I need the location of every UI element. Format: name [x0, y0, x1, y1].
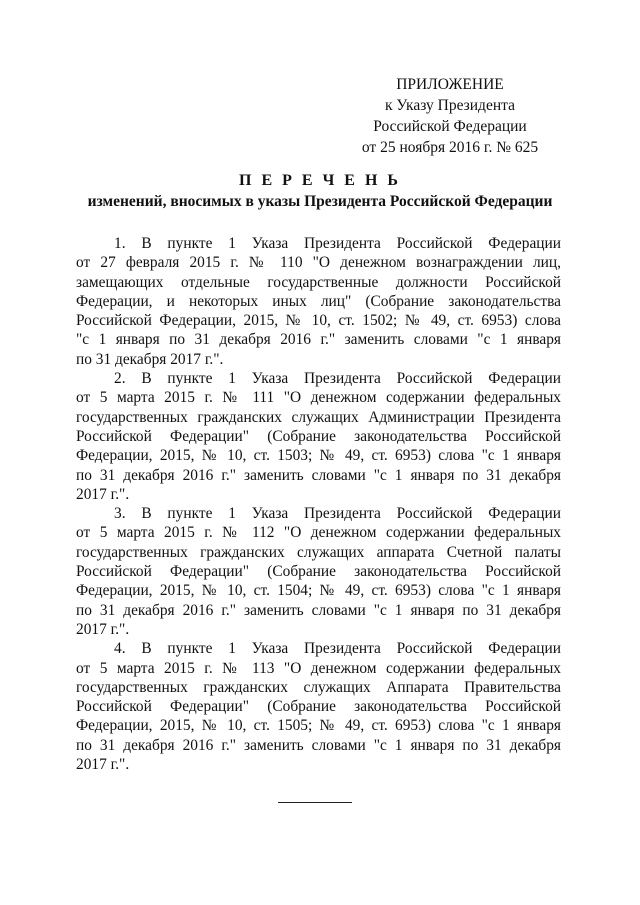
paragraph-1 — [76, 234, 561, 369]
paragraph-3 — [76, 504, 561, 639]
closing-separator-line — [278, 802, 352, 803]
paragraph-line: 2017 г.". — [76, 756, 130, 774]
paragraph-line: Федерации, 2015, № 10, ст. 1503; № 49, ст. 6953) слова "с 1 января — [76, 447, 561, 465]
appendix-reference: Российской Федерации — [373, 118, 527, 135]
paragraph-line: 4. В пункте 1 Указа Президента Российской Федерации — [114, 640, 561, 658]
paragraph-line: от 5 марта 2015 г. № 112 "О денежном содержании федеральных — [76, 524, 561, 542]
paragraph-line: от 27 февраля 2015 г. № 110 "О денежном вознаграждении лиц, — [76, 254, 561, 272]
paragraph-line: государственных гражданских служащих Администрации Президента — [76, 408, 561, 426]
paragraph-line: по 31 декабря 2016 г." заменить словами "с 1 января по 31 декабря — [76, 466, 561, 484]
paragraph-line: от 5 марта 2015 г. № 113 "О денежном содержании федеральных — [76, 659, 561, 677]
paragraph-line: от 5 марта 2015 г. № 111 "О денежном содержании федеральных — [76, 389, 561, 407]
paragraph-line: Российской Федерации" (Собрание законодательства Российской — [76, 698, 561, 716]
paragraph-line: по 31 декабря 2016 г." заменить словами "с 1 января по 31 декабря — [76, 736, 561, 754]
paragraph-line: 2017 г.". — [76, 485, 130, 503]
appendix-date-number: от 25 ноября 2016 г. № 625 — [361, 139, 539, 156]
paragraph-line: "с 1 января по 31 декабря 2016 г." заменить словами "с 1 января — [76, 331, 561, 349]
paragraph-line: 3. В пункте 1 Указа Президента Российской Федерации — [114, 505, 561, 523]
document-body — [76, 234, 561, 774]
paragraph-line: Российской Федерации" (Собрание законодательства Российской — [76, 427, 561, 445]
paragraph-line: Федерации, 2015, № 10, ст. 1505; № 49, ст. 6953) слова "с 1 января — [76, 717, 561, 735]
paragraph-line: 2017 г.". — [76, 620, 130, 638]
paragraph-line: по 31 декабря 2016 г." заменить словами "с 1 января по 31 декабря — [76, 601, 561, 619]
paragraph-line: Российской Федерации" (Собрание законодательства Российской — [76, 563, 561, 581]
document-title: П Е Р Е Ч Е Н Ь — [239, 172, 401, 189]
paragraph-line: 1. В пункте 1 Указа Президента Российской Федерации — [114, 235, 561, 252]
paragraph-2 — [76, 369, 561, 504]
paragraph-4 — [76, 639, 561, 774]
appendix-reference: к Указу Президента — [385, 97, 515, 114]
paragraph-line: 2. В пункте 1 Указа Президента Российской Федерации — [114, 370, 561, 388]
paragraph-line: государственных гражданских служащих аппарата Счетной палаты — [76, 543, 561, 561]
paragraph-line: государственных гражданских служащих Аппарата Правительства — [76, 678, 561, 696]
appendix-label: ПРИЛОЖЕНИЕ — [396, 76, 504, 93]
paragraph-line: замещающих отдельные государственные должности Российской — [76, 273, 561, 291]
appendix-header — [330, 74, 570, 158]
paragraph-line: Федерации, 2015, № 10, ст. 1504; № 49, ст. 6953) слова "с 1 января — [76, 582, 561, 600]
paragraph-line: Федерации, и некоторых иных лиц" (Собрание законодательства — [76, 292, 561, 310]
paragraph-line: Российской Федерации, 2015, № 10, ст. 1502; № 49, ст. 6953) слова — [76, 312, 561, 330]
document-subtitle: изменений, вносимых в указы Президента Российской Федерации — [87, 193, 553, 210]
paragraph-line: по 31 декабря 2017 г.". — [76, 350, 224, 368]
